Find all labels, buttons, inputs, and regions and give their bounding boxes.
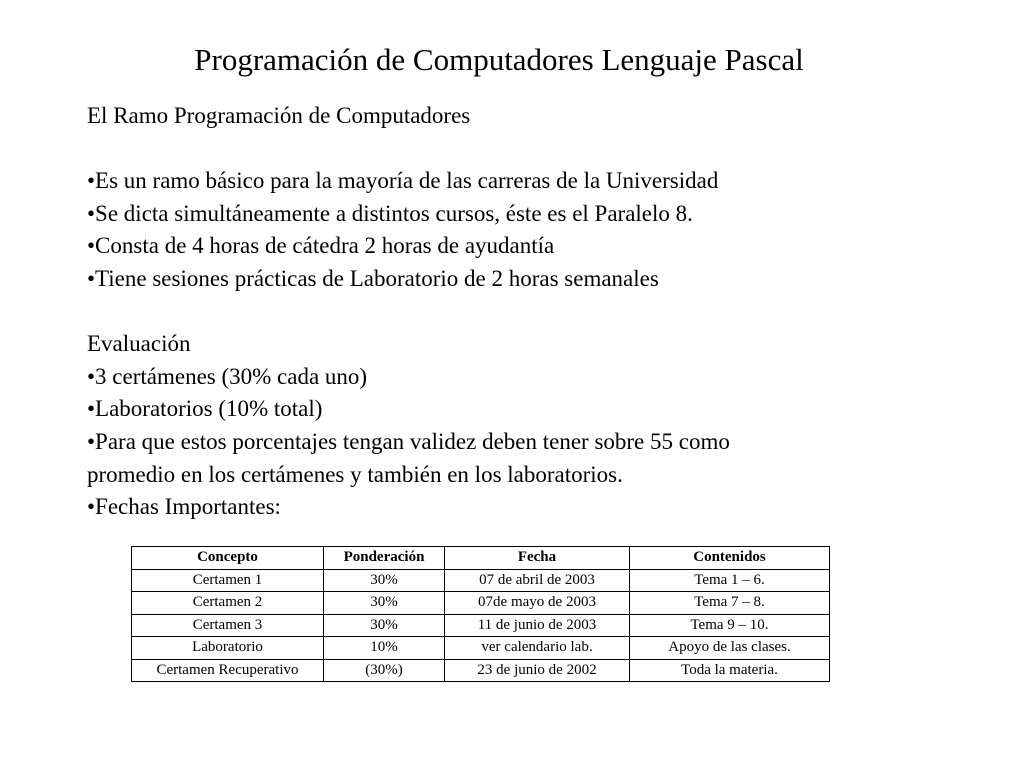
cell-ponderacion: 30%: [324, 614, 445, 637]
cell-concepto: Certamen 3: [132, 614, 324, 637]
cell-contenidos: Tema 7 – 8.: [630, 592, 830, 615]
cell-fecha: 07 de abril de 2003: [445, 569, 630, 592]
header-ponderacion: Ponderación: [324, 547, 445, 570]
course-bullet-basic: •Es un ramo básico para la mayoría de las carreras de la Universidad: [87, 168, 719, 194]
header-fecha: Fecha: [445, 547, 630, 570]
evaluation-bullet-labs: •Laboratorios (10% total): [87, 396, 323, 422]
spacer: [87, 296, 887, 329]
table-row: [132, 614, 830, 637]
evaluation-validity-line-2: promedio en los certámenes y también en los laboratorios.: [87, 461, 623, 487]
cell-concepto: Certamen 1: [132, 569, 324, 592]
table-row: [132, 569, 830, 592]
evaluation-validity-line-1: •Para que estos porcentajes tengan validez deben tener sobre 55 como: [87, 428, 730, 454]
course-heading: El Ramo Programación de Computadores: [87, 103, 471, 128]
course-bullet-lab: •Tiene sesiones prácticas de Laboratorio de 2 horas semanales: [87, 265, 659, 291]
cell-contenidos: Toda la materia.: [630, 659, 830, 682]
header-contenidos: Contenidos: [630, 547, 830, 570]
slide-body: [87, 100, 887, 524]
important-dates-label: •Fechas Importantes:: [87, 494, 281, 520]
spacer: [87, 133, 887, 166]
evaluation-bullet-exams: •3 certámenes (30% cada uno): [87, 363, 368, 389]
table-header-row: [132, 547, 830, 570]
course-bullet-hours: •Consta de 4 horas de cátedra 2 horas de ayudantía: [87, 233, 555, 259]
cell-fecha: 07de mayo de 2003: [445, 592, 630, 615]
important-dates-table: [131, 546, 830, 682]
course-bullet-parallel: •Se dicta simultáneamente a distintos cursos, éste es el Paralelo 8.: [87, 200, 693, 226]
cell-ponderacion: 30%: [324, 569, 445, 592]
cell-fecha: 23 de junio de 2002: [445, 659, 630, 682]
evaluation-heading: Evaluación: [87, 331, 191, 357]
cell-contenidos: Tema 9 – 10.: [630, 614, 830, 637]
table-row: [132, 592, 830, 615]
cell-concepto: Certamen Recuperativo: [132, 659, 324, 682]
cell-ponderacion: (30%): [324, 659, 445, 682]
cell-ponderacion: 10%: [324, 637, 445, 660]
cell-concepto: Laboratorio: [132, 637, 324, 660]
cell-concepto: Certamen 2: [132, 592, 324, 615]
table-row: [132, 637, 830, 660]
slide-title: Programación de Computadores Lenguaje Pascal: [194, 42, 804, 77]
cell-fecha: 11 de junio de 2003: [445, 614, 630, 637]
cell-ponderacion: 30%: [324, 592, 445, 615]
cell-contenidos: Tema 1 – 6.: [630, 569, 830, 592]
table-row: [132, 659, 830, 682]
cell-fecha: ver calendario lab.: [445, 637, 630, 660]
header-concepto: Concepto: [132, 547, 324, 570]
cell-contenidos: Apoyo de las clases.: [630, 637, 830, 660]
